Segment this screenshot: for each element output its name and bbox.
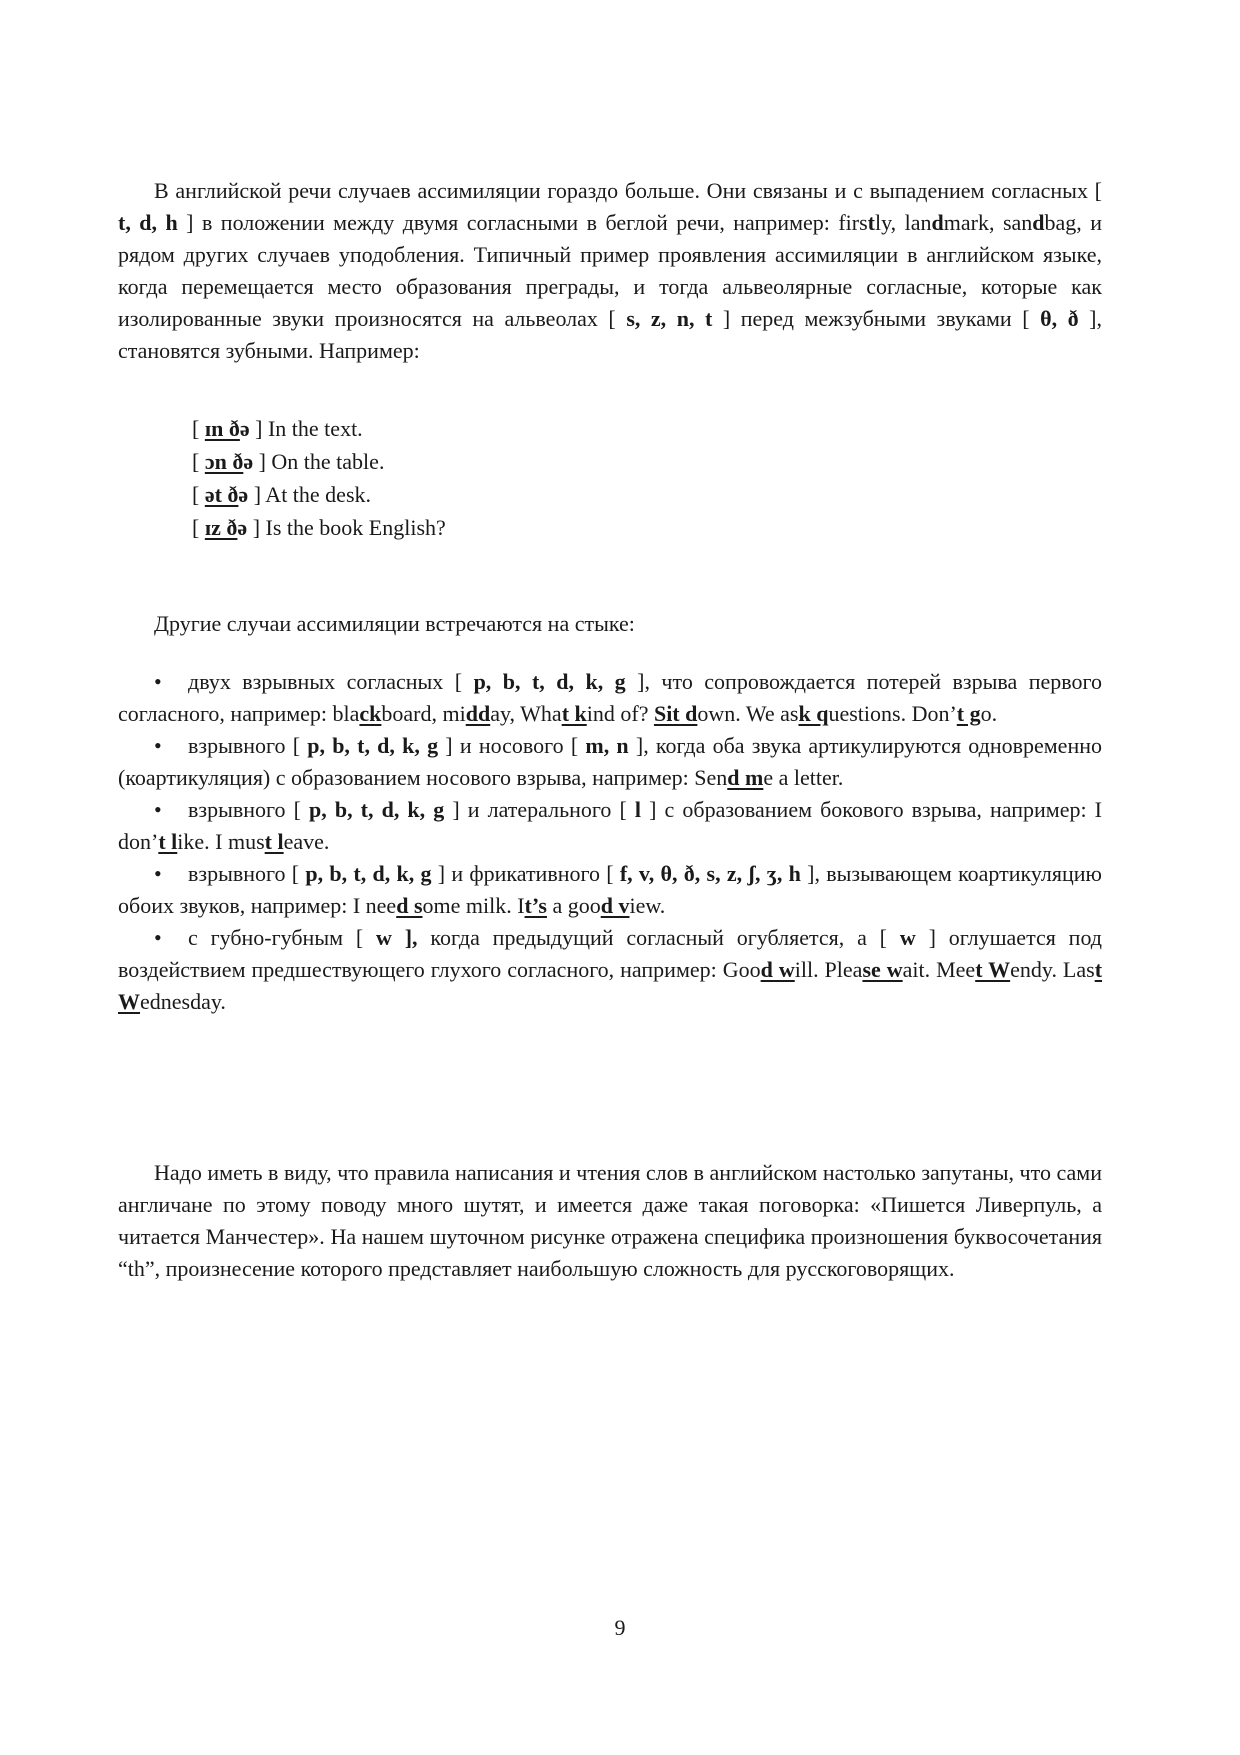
bullet-item xyxy=(118,858,1102,922)
example-line: [ ɔn ðə ] On the table. xyxy=(192,449,385,474)
example-line: [ ət ðə ] At the desk. xyxy=(192,482,372,507)
bullet-item xyxy=(118,922,1102,1018)
bullet-item xyxy=(118,730,1102,794)
examples-list xyxy=(192,412,892,544)
bullet-text: взрывного [ p, b, t, d, k, g ] и латерального [ l ] с образованием бокового взрыва, например: I don’t like. I must leave. xyxy=(118,797,1102,854)
paragraph-spelling-note: Надо иметь в виду, что правила написания и чтения слов в английском настолько запутаны, что сами англичане по этому поводу много шутят, и имеется даже такая поговорка: «Пишется Ливерпуль, а читается Манчестер». На нашем шуточном рисунке отражена специфика произношения буквосочетания “th”, произнесение которого представляет наибольшую сложность для русскоговорящих. xyxy=(118,1160,1102,1281)
bullet-item xyxy=(118,794,1102,858)
bullet-text: взрывного [ p, b, t, d, k, g ] и фрикативного [ f, v, θ, ð, s, z, ʃ, ʒ, h ], вызывающем коартикуляцию обоих звуков, например: I need some milk. It’s a good view. xyxy=(118,861,1102,918)
bullet-text: двух взрывных согласных [ p, b, t, d, k, g ], что сопровождается потерей взрыва первого согласного, например: blackboard, midday, What kind of? Sit down. We ask questions. Don’t go. xyxy=(118,669,1102,726)
bullet-marker: • xyxy=(154,797,162,822)
bullet-text: с губно-губным [ w ], когда предыдущий согласный огубляется, а [ w ] оглушается под воздействием предшествующего глухого согласного, например: Good will. Please wait. Meet Wendy. Last Wednesday. xyxy=(118,925,1103,1014)
bullet-marker: • xyxy=(154,669,162,694)
example-line: [ ɪz ðə ] Is the book English? xyxy=(192,515,446,540)
bullet-marker: • xyxy=(154,861,162,886)
bullet-marker: • xyxy=(154,925,162,950)
bullet-marker: • xyxy=(154,733,162,758)
bullet-list xyxy=(118,666,1102,1018)
paragraph-assimilation-intro: В английской речи случаев ассимиляции гораздо больше. Они связаны и с выпадением согласных [ t, d, h ] в положении между двумя согласными в беглой речи, например: firstly, landmark, sandbag, и рядом других случаев уподобления. Типичный пример проявления ассимиляции в английском языке, когда перемещается место образования преграды, и тогда альвеолярные согласные, которые как изолированные звуки произносятся на альвеолах [ s, z, n, t ] перед межзубными звуками [ θ, ð ], становятся зубными. Например: xyxy=(118,178,1103,363)
paragraph-other-cases: Другие случаи ассимиляции встречаются на стыке: xyxy=(154,611,635,636)
bullet-text: взрывного [ p, b, t, d, k, g ] и носового [ m, n ], когда оба звука артикулируются одновременно (коартикуляция) с образованием носового взрыва, например: Send me a letter. xyxy=(118,733,1102,790)
bullet-item xyxy=(118,666,1102,730)
page-number: 9 xyxy=(614,1615,626,1640)
example-line: [ ɪn ðə ] In the text. xyxy=(192,416,363,441)
